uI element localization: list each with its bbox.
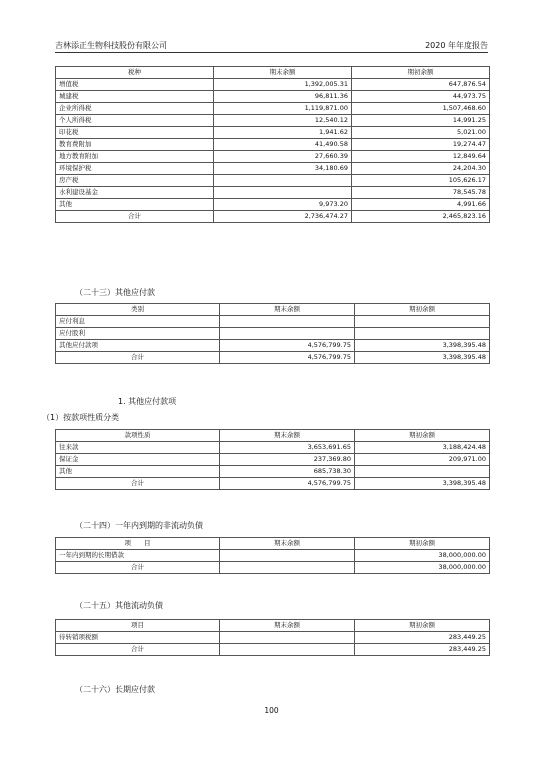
column-header: 期初余额: [352, 67, 490, 79]
total-end: 4,576,799.75: [220, 352, 355, 364]
total-label: 合计: [56, 562, 220, 574]
total-begin: 283,449.25: [355, 644, 490, 656]
begin-balance-cell: [355, 328, 490, 340]
total-end: [220, 562, 355, 574]
total-label: 合计: [56, 352, 220, 364]
total-end: 4,576,799.75: [220, 478, 355, 490]
row-label: 应付股利: [56, 328, 220, 340]
table-row: [56, 632, 490, 644]
table-row: [56, 151, 490, 163]
subsection-title: 1. 其他应付款项: [118, 397, 177, 406]
row-label: 地方教育附加: [56, 151, 214, 163]
column-header: 期末余额: [220, 304, 355, 316]
column-header: 期末余额: [220, 620, 355, 632]
subsection-subtitle: （1）按款项性质分类: [42, 413, 120, 422]
row-label: 房产税: [56, 175, 214, 187]
end-balance-cell: [220, 316, 355, 328]
begin-balance-cell: 1,507,468.60: [352, 103, 490, 115]
report-title: 2020 年年度报告: [425, 41, 488, 50]
begin-balance-cell: 647,876.54: [352, 79, 490, 91]
row-label: 水利建设基金: [56, 187, 214, 199]
table-row: [56, 175, 490, 187]
column-header: 期初余额: [355, 620, 490, 632]
begin-balance-cell: 3,398,395.48: [355, 340, 490, 352]
column-header: 款项性质: [56, 430, 220, 442]
table-row: [56, 163, 490, 175]
row-label: 保证金: [56, 454, 220, 466]
column-header: 期末余额: [220, 430, 355, 442]
begin-balance-cell: 5,021.00: [352, 127, 490, 139]
table-row: [56, 199, 490, 211]
end-balance-cell: [214, 175, 352, 187]
end-balance-cell: 27,660.39: [214, 151, 352, 163]
begin-balance-cell: 3,188,424.48: [355, 442, 490, 454]
row-label: 环境保护税: [56, 163, 214, 175]
section-25-title: （二十五）其他流动负债: [75, 601, 163, 610]
begin-balance-cell: [355, 316, 490, 328]
total-row: [56, 644, 490, 656]
total-label: 合计: [56, 478, 220, 490]
table-header-row: [56, 67, 490, 79]
begin-balance-cell: 283,449.25: [355, 632, 490, 644]
total-begin: 38,000,000.00: [355, 562, 490, 574]
table-row: [56, 340, 490, 352]
begin-balance-cell: 24,204.30: [352, 163, 490, 175]
end-balance-cell: 41,490.58: [214, 139, 352, 151]
row-label: 待转销项税额: [56, 632, 220, 644]
table-row: [56, 139, 490, 151]
end-balance-cell: 12,540.12: [214, 115, 352, 127]
end-balance-cell: 237,369.80: [220, 454, 355, 466]
table-row: [56, 127, 490, 139]
row-label: 印花税: [56, 127, 214, 139]
row-label: 增值税: [56, 79, 214, 91]
row-label: 其他: [56, 466, 220, 478]
end-balance-cell: 1,119,871.00: [214, 103, 352, 115]
table-header-row: [56, 304, 490, 316]
total-row: [56, 211, 490, 223]
end-balance-cell: [220, 632, 355, 644]
begin-balance-cell: 14,991.25: [352, 115, 490, 127]
end-balance-cell: 9,973.20: [214, 199, 352, 211]
column-header: 期初余额: [355, 538, 490, 550]
row-label: 城建税: [56, 91, 214, 103]
total-end: [220, 644, 355, 656]
end-balance-cell: [214, 187, 352, 199]
table-header-row: [56, 620, 490, 632]
end-balance-cell: 4,576,799.75: [220, 340, 355, 352]
row-label: 其他应付款项: [56, 340, 220, 352]
table-header-row: [56, 430, 490, 442]
end-balance-cell: 1,392,005.31: [214, 79, 352, 91]
payables-by-nature-table: [55, 429, 490, 490]
table-row: [56, 115, 490, 127]
end-balance-cell: [220, 550, 355, 562]
total-end: 2,736,474.27: [214, 211, 352, 223]
column-header: 期初余额: [355, 430, 490, 442]
end-balance-cell: [220, 328, 355, 340]
begin-balance-cell: 78,545.78: [352, 187, 490, 199]
tax-table: [55, 66, 490, 223]
column-header: 期末余额: [220, 538, 355, 550]
column-header: 类别: [56, 304, 220, 316]
table-row: [56, 91, 490, 103]
column-header: 项 目: [56, 538, 220, 550]
row-label: 教育费附加: [56, 139, 214, 151]
begin-balance-cell: 44,973.75: [352, 91, 490, 103]
section-24-title: （二十四）一年内到期的非流动负债: [75, 521, 203, 530]
column-header: 项目: [56, 620, 220, 632]
begin-balance-cell: [355, 466, 490, 478]
total-label: 合计: [56, 644, 220, 656]
table-row: [56, 187, 490, 199]
column-header: 税种: [56, 67, 214, 79]
end-balance-cell: 3,653,691.65: [220, 442, 355, 454]
row-label: 个人所得税: [56, 115, 214, 127]
table-row: [56, 103, 490, 115]
page-header: [55, 38, 488, 53]
table-row: [56, 466, 490, 478]
column-header: 期末余额: [214, 67, 352, 79]
begin-balance-cell: 12,849.64: [352, 151, 490, 163]
begin-balance-cell: 4,991.66: [352, 199, 490, 211]
current-noncurrent-liabilities-table: [55, 537, 490, 574]
begin-balance-cell: 209,971.00: [355, 454, 490, 466]
table-row: [56, 328, 490, 340]
table-row: [56, 454, 490, 466]
row-label: 应付利息: [56, 316, 220, 328]
other-payables-table: [55, 303, 490, 364]
begin-balance-cell: 105,626.17: [352, 175, 490, 187]
total-label: 合计: [56, 211, 214, 223]
total-row: [56, 478, 490, 490]
row-label: 企业所得税: [56, 103, 214, 115]
end-balance-cell: 685,738.30: [220, 466, 355, 478]
table-row: [56, 550, 490, 562]
total-begin: 3,398,395.48: [355, 352, 490, 364]
begin-balance-cell: 38,000,000.00: [355, 550, 490, 562]
page-number: 100: [264, 706, 279, 715]
section-26-title: （二十六）长期应付款: [75, 685, 155, 694]
end-balance-cell: 1,941.62: [214, 127, 352, 139]
table-row: [56, 316, 490, 328]
table-row: [56, 442, 490, 454]
table-header-row: [56, 538, 490, 550]
total-row: [56, 352, 490, 364]
begin-balance-cell: 19,274.47: [352, 139, 490, 151]
row-label: 一年内到期的长期借款: [56, 550, 220, 562]
row-label: 往来款: [56, 442, 220, 454]
total-begin: 3,398,395.48: [355, 478, 490, 490]
table-row: [56, 79, 490, 91]
total-begin: 2,465,823.16: [352, 211, 490, 223]
row-label: 其他: [56, 199, 214, 211]
end-balance-cell: 34,180.69: [214, 163, 352, 175]
column-header: 期初余额: [355, 304, 490, 316]
total-row: [56, 562, 490, 574]
section-23-title: （二十三）其他应付款: [75, 288, 155, 297]
company-name: 吉林添正生物科技股份有限公司: [55, 41, 167, 50]
end-balance-cell: 96,811.36: [214, 91, 352, 103]
other-current-liabilities-table: [55, 619, 490, 656]
